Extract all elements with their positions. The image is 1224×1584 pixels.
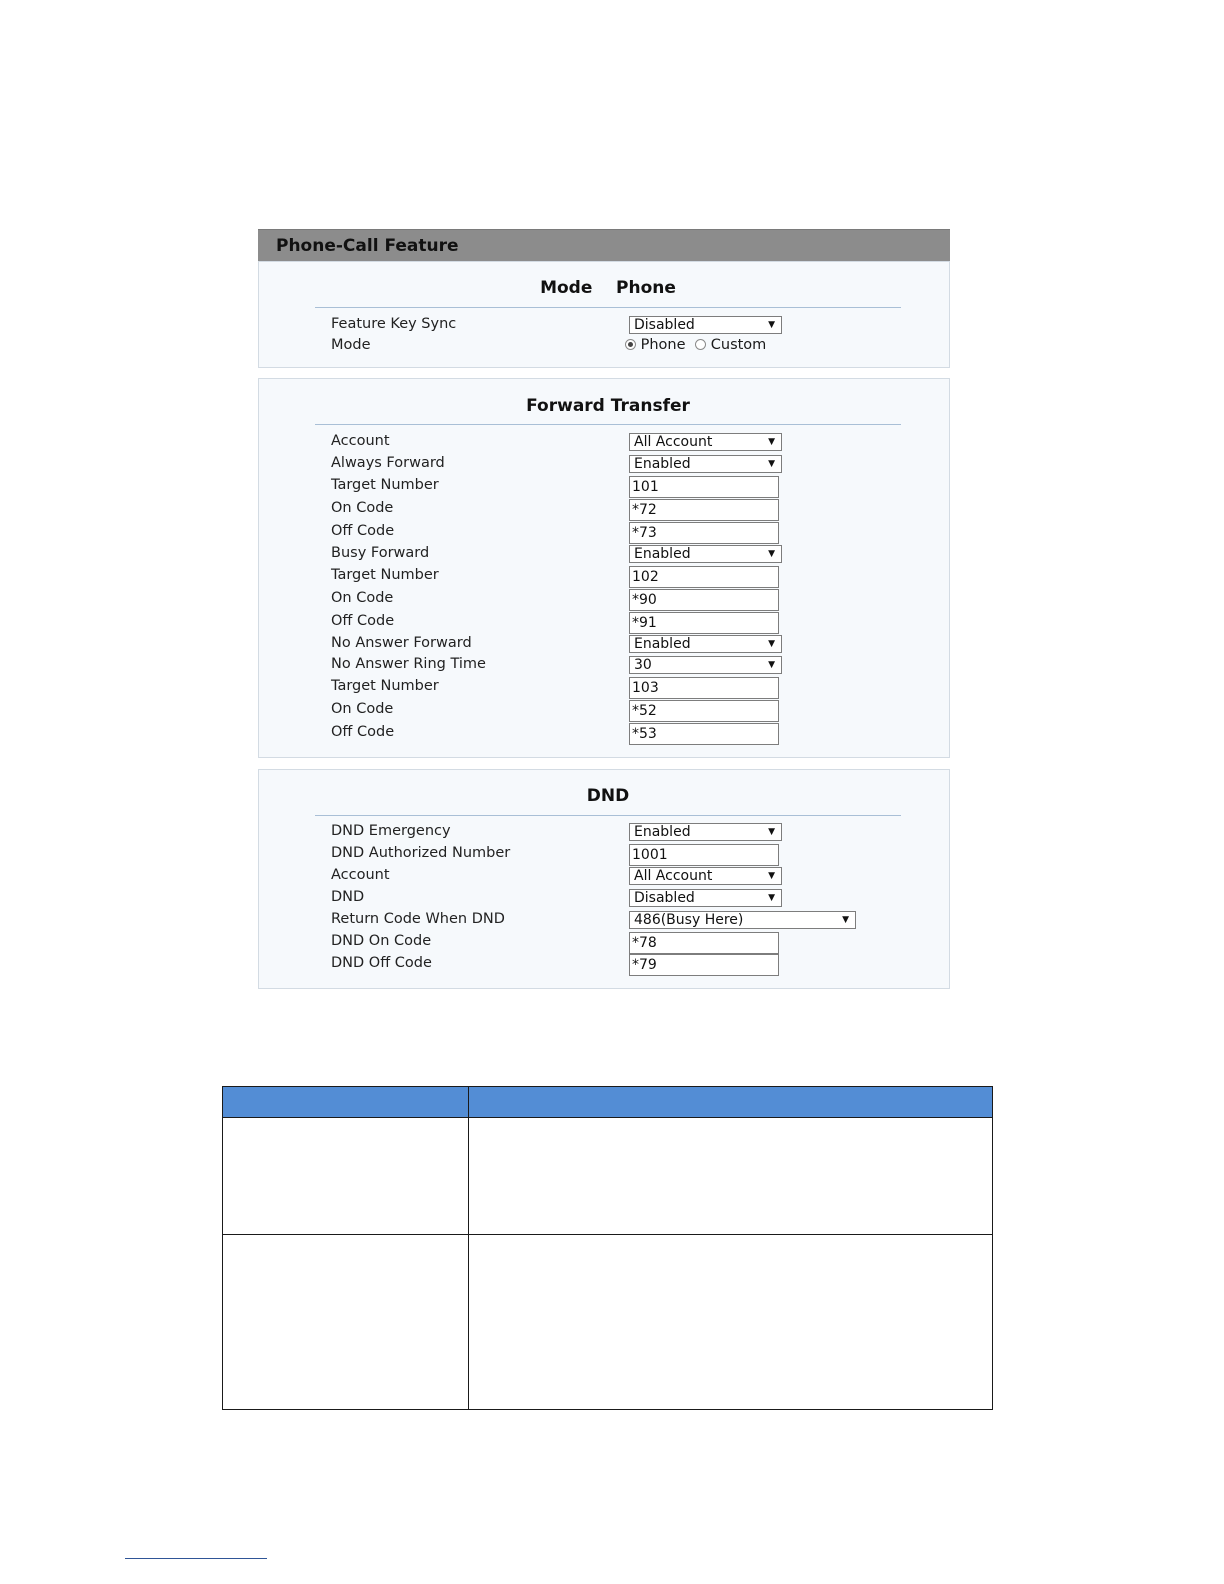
target-number-label: Target Number <box>331 477 439 493</box>
no-answer-ring-time-select[interactable] <box>629 656 782 674</box>
no-answer-ring-time-value: 30 <box>634 657 652 673</box>
target-number-input[interactable]: 101 <box>629 476 779 498</box>
return-code-when-dnd-row <box>259 910 949 932</box>
mode-section-divider <box>315 307 901 308</box>
dropdown-arrow-icon: ▼ <box>768 549 775 559</box>
account-row <box>259 432 949 454</box>
dnd-emergency-row <box>259 822 949 844</box>
forward-transfer-heading: Forward Transfer <box>526 396 690 416</box>
on-code-input[interactable]: *72 <box>629 499 779 521</box>
always-forward-label: Always Forward <box>331 455 445 471</box>
off-code-label: Off Code <box>331 523 395 539</box>
always-forward-row <box>259 454 949 476</box>
busy-forward-value: Enabled <box>634 546 691 562</box>
busy-forward-select[interactable] <box>629 545 782 563</box>
mode-option-phone-label: Phone <box>640 337 686 353</box>
mode-label: Mode <box>331 337 371 353</box>
on-code-label: On Code <box>331 500 394 516</box>
table-row <box>223 1235 993 1410</box>
feature-key-sync-row <box>259 315 949 337</box>
mode-section <box>258 261 950 368</box>
mode-heading-label: Mode <box>540 278 593 298</box>
dnd-label: DND <box>331 889 365 905</box>
table-header-cell <box>223 1087 469 1118</box>
off-code-input[interactable]: *91 <box>629 612 779 634</box>
dropdown-arrow-icon: ▼ <box>768 893 775 903</box>
dropdown-arrow-icon: ▼ <box>768 320 775 330</box>
on-code-row <box>259 700 949 722</box>
feature-key-sync-label: Feature Key Sync <box>331 316 457 332</box>
target-number-input[interactable]: 102 <box>629 566 779 588</box>
forward-transfer-section <box>258 378 950 758</box>
on-code-input[interactable]: *52 <box>629 700 779 722</box>
mode-radio-phone[interactable] <box>625 339 636 350</box>
dnd-divider <box>315 815 901 816</box>
dropdown-arrow-icon: ▼ <box>768 871 775 881</box>
table-cell <box>223 1118 469 1235</box>
table-header-cell <box>469 1087 993 1118</box>
dnd-value: Disabled <box>634 890 695 906</box>
no-answer-ring-time-row <box>259 655 949 677</box>
dnd-section <box>258 769 950 989</box>
feature-key-sync-value: Disabled <box>634 317 695 333</box>
table-cell <box>223 1235 469 1410</box>
target-number-row <box>259 566 949 588</box>
parameter-description-table <box>222 1086 993 1410</box>
no-answer-ring-time-label: No Answer Ring Time <box>331 656 486 672</box>
always-forward-value: Enabled <box>634 456 691 472</box>
on-code-row <box>259 589 949 611</box>
target-number-label: Target Number <box>331 678 439 694</box>
on-code-row <box>259 499 949 521</box>
dnd-authorized-number-input[interactable]: 1001 <box>629 844 779 866</box>
mode-option-custom-label: Custom <box>710 337 767 353</box>
mode-radio-group <box>625 337 766 353</box>
off-code-row <box>259 522 949 544</box>
on-code-label: On Code <box>331 701 394 717</box>
table-cell <box>469 1235 993 1410</box>
target-number-input[interactable]: 103 <box>629 677 779 699</box>
dnd-emergency-value: Enabled <box>634 824 691 840</box>
table-cell <box>469 1118 993 1235</box>
account-value: All Account <box>634 434 713 450</box>
busy-forward-row <box>259 544 949 566</box>
table-header-row <box>223 1087 993 1118</box>
off-code-label: Off Code <box>331 613 395 629</box>
off-code-input[interactable]: *53 <box>629 723 779 745</box>
dropdown-arrow-icon: ▼ <box>768 459 775 469</box>
account-select[interactable] <box>629 433 782 451</box>
account-value: All Account <box>634 868 713 884</box>
mode-row <box>259 336 949 358</box>
dnd-heading: DND <box>586 786 630 806</box>
return-code-when-dnd-select[interactable] <box>629 911 856 929</box>
dropdown-arrow-icon: ▼ <box>768 660 775 670</box>
dnd-off-code-row <box>259 954 949 976</box>
footnote-separator <box>125 1558 267 1559</box>
dnd-on-code-label: DND On Code <box>331 933 432 949</box>
no-answer-forward-value: Enabled <box>634 636 691 652</box>
forward-transfer-divider <box>315 424 901 425</box>
dropdown-arrow-icon: ▼ <box>768 827 775 837</box>
account-row <box>259 866 949 888</box>
on-code-input[interactable]: *90 <box>629 589 779 611</box>
dnd-emergency-label: DND Emergency <box>331 823 451 839</box>
off-code-label: Off Code <box>331 724 395 740</box>
feature-key-sync-select[interactable] <box>629 316 782 334</box>
dnd-off-code-input[interactable]: *79 <box>629 954 779 976</box>
off-code-input[interactable]: *73 <box>629 522 779 544</box>
dropdown-arrow-icon: ▼ <box>768 437 775 447</box>
always-forward-select[interactable] <box>629 455 782 473</box>
dropdown-arrow-icon: ▼ <box>768 639 775 649</box>
no-answer-forward-label: No Answer Forward <box>331 635 472 651</box>
dnd-emergency-select[interactable] <box>629 823 782 841</box>
account-label: Account <box>331 433 390 449</box>
table-row <box>223 1118 993 1235</box>
target-number-row <box>259 677 949 699</box>
off-code-row <box>259 723 949 745</box>
target-number-row <box>259 476 949 498</box>
mode-section-heading <box>315 278 901 298</box>
target-number-label: Target Number <box>331 567 439 583</box>
return-code-when-dnd-label: Return Code When DND <box>331 911 505 927</box>
dnd-on-code-input[interactable]: *78 <box>629 932 779 954</box>
no-answer-forward-row <box>259 634 949 656</box>
account-select[interactable] <box>629 867 782 885</box>
dnd-select[interactable] <box>629 889 782 907</box>
no-answer-forward-select[interactable] <box>629 635 782 653</box>
dnd-off-code-label: DND Off Code <box>331 955 432 971</box>
mode-heading-value: Phone <box>616 278 676 298</box>
busy-forward-label: Busy Forward <box>331 545 430 561</box>
mode-radio-custom[interactable] <box>695 339 706 350</box>
phone-call-feature-panel <box>258 229 950 973</box>
account-label: Account <box>331 867 390 883</box>
panel-title: Phone-Call Feature <box>258 229 950 262</box>
dnd-authorized-number-label: DND Authorized Number <box>331 845 511 861</box>
dnd-row <box>259 888 949 910</box>
dnd-on-code-row <box>259 932 949 954</box>
on-code-label: On Code <box>331 590 394 606</box>
off-code-row <box>259 612 949 634</box>
return-code-when-dnd-value: 486(Busy Here) <box>634 912 744 928</box>
dropdown-arrow-icon: ▼ <box>842 915 849 925</box>
dnd-authorized-number-row <box>259 844 949 866</box>
